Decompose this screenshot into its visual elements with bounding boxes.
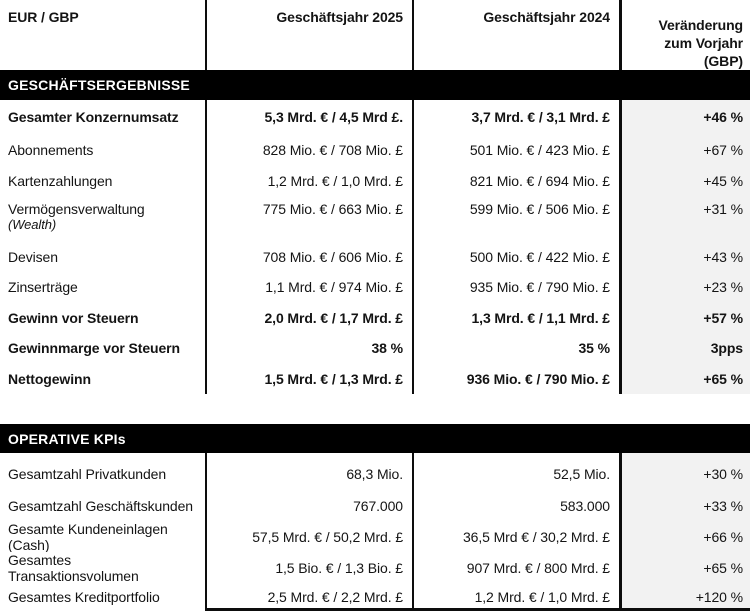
row-label: Abonnements	[0, 134, 207, 165]
value-fy2024: 3,7 Mrd. € / 3,1 Mrd. £	[414, 100, 622, 134]
row-label: Devisen	[0, 242, 207, 271]
value-change: +31 %	[622, 196, 750, 242]
value-fy2025: 2,5 Mrd. € / 2,2 Mrd. £	[207, 583, 414, 611]
column-header-change-line1: Veränderung	[658, 17, 743, 33]
row-label: Kartenzahlungen	[0, 165, 207, 196]
value-fy2025: 57,5 Mrd. € / 50,2 Mrd. £	[207, 521, 414, 552]
value-fy2024: 52,5 Mio.	[414, 453, 622, 490]
value-change: +45 %	[622, 165, 750, 196]
value-fy2024: 501 Mio. € / 423 Mio. £	[414, 134, 622, 165]
row-label-main: Vermögensverwaltung	[8, 201, 145, 217]
value-fy2025: 1,5 Bio. € / 1,3 Bio. £	[207, 552, 414, 583]
value-change: +33 %	[622, 490, 750, 521]
row-label: Gesamter Konzernumsatz	[0, 100, 207, 134]
value-change: +43 %	[622, 242, 750, 271]
row-label: Zinserträge	[0, 271, 207, 302]
value-change: +46 %	[622, 100, 750, 134]
value-fy2024: 936 Mio. € / 790 Mio. £	[414, 363, 622, 394]
value-fy2025: 1,1 Mrd. € / 974 Mio. £	[207, 271, 414, 302]
value-fy2025: 1,5 Mrd. € / 1,3 Mrd. £	[207, 363, 414, 394]
row-label: Gesamtzahl Privatkunden	[0, 453, 207, 490]
value-fy2025: 1,2 Mrd. € / 1,0 Mrd. £	[207, 165, 414, 196]
value-fy2025: 68,3 Mio.	[207, 453, 414, 490]
column-header-fy2025: Geschäftsjahr 2025	[207, 0, 414, 70]
section-gap	[0, 394, 750, 424]
column-header-eur-gbp: EUR / GBP	[0, 0, 207, 70]
value-fy2024: 599 Mio. € / 506 Mio. £	[414, 196, 622, 242]
section-header-geschaeftsergebnisse: GESCHÄFTSERGEBNISSE	[0, 70, 750, 100]
value-change: +66 %	[622, 521, 750, 552]
row-label: Gesamtes Transaktionsvolumen	[0, 552, 207, 583]
row-label-stack	[8, 201, 145, 233]
value-fy2024: 935 Mio. € / 790 Mio. £	[414, 271, 622, 302]
value-fy2024: 500 Mio. € / 422 Mio. £	[414, 242, 622, 271]
value-fy2025: 828 Mio. € / 708 Mio. £	[207, 134, 414, 165]
column-header-change-line3: (GBP)	[703, 53, 743, 69]
value-change: +23 %	[622, 271, 750, 302]
value-fy2025: 38 %	[207, 333, 414, 363]
value-fy2024: 35 %	[414, 333, 622, 363]
value-change: +120 %	[622, 583, 750, 611]
value-fy2025: 775 Mio. € / 663 Mio. £	[207, 196, 414, 242]
value-change: +30 %	[622, 453, 750, 490]
row-label: Nettogewinn	[0, 363, 207, 394]
value-fy2025: 767.000	[207, 490, 414, 521]
column-header-change-line2: zum Vorjahr	[664, 35, 743, 51]
value-change: +65 %	[622, 552, 750, 583]
value-fy2024: 907 Mrd. € / 800 Mrd. £	[414, 552, 622, 583]
value-fy2024: 1,2 Mrd. € / 1,0 Mrd. £	[414, 583, 622, 611]
row-label: Gesamtzahl Geschäftskunden	[0, 490, 207, 521]
row-label: Gewinn vor Steuern	[0, 302, 207, 333]
row-label	[0, 196, 207, 242]
value-change: +67 %	[622, 134, 750, 165]
value-change: +65 %	[622, 363, 750, 394]
value-fy2024: 583.000	[414, 490, 622, 521]
value-fy2024: 36,5 Mrd € / 30,2 Mrd. £	[414, 521, 622, 552]
value-fy2024: 821 Mio. € / 694 Mio. £	[414, 165, 622, 196]
value-fy2025: 2,0 Mrd. € / 1,7 Mrd. £	[207, 302, 414, 333]
value-fy2024: 1,3 Mrd. € / 1,1 Mrd. £	[414, 302, 622, 333]
value-change: 3pps	[622, 333, 750, 363]
row-label: Gewinnmarge vor Steuern	[0, 333, 207, 363]
column-header-change	[622, 0, 750, 70]
value-fy2025: 5,3 Mrd. € / 4,5 Mrd £.	[207, 100, 414, 134]
row-label-sub: (Wealth)	[8, 217, 57, 232]
value-change: +57 %	[622, 302, 750, 333]
column-header-fy2024: Geschäftsjahr 2024	[414, 0, 622, 70]
row-label: Gesamtes Kreditportfolio	[0, 583, 207, 611]
row-label: Gesamte Kundeneinlagen (Cash)	[0, 521, 207, 552]
value-fy2025: 708 Mio. € / 606 Mio. £	[207, 242, 414, 271]
section-header-operative-kpis: OPERATIVE KPIs	[0, 424, 750, 453]
